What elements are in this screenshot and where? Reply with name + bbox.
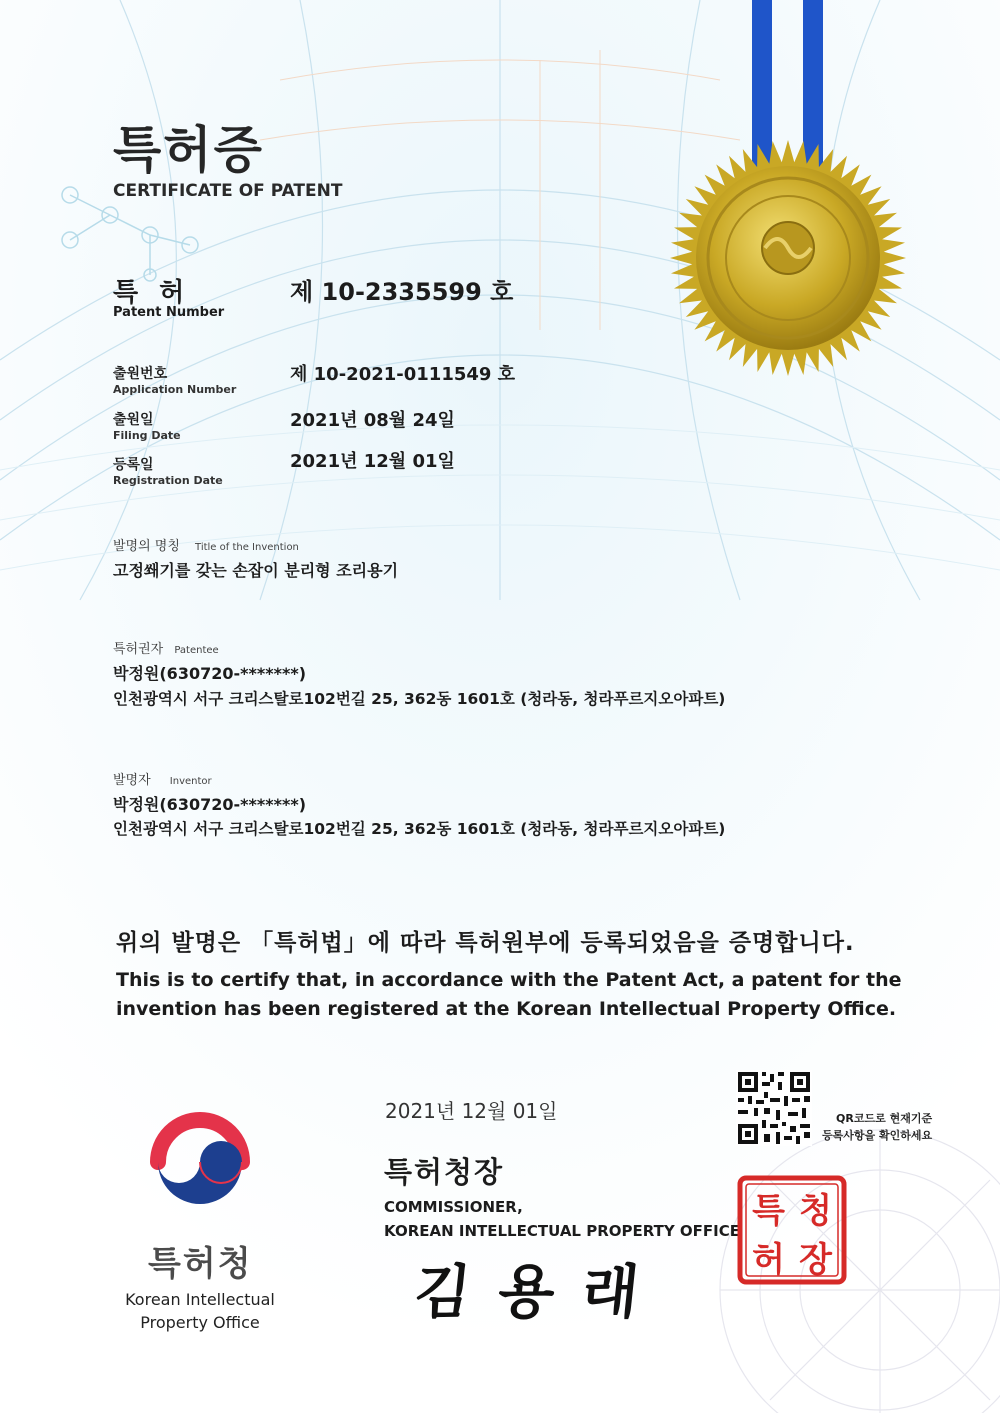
filing-date-label: 출원일 bbox=[113, 412, 154, 428]
inventor-label: 발명자 bbox=[113, 773, 151, 788]
issue-date: 2021년 12월 01일 bbox=[385, 1099, 558, 1123]
inventor-label-en: Inventor bbox=[169, 776, 212, 787]
qr-code-icon[interactable] bbox=[736, 1070, 812, 1146]
certification-statement: 위의 발명은 「특허법」에 따라 특허원부에 등록되었음을 증명합니다. bbox=[116, 930, 855, 956]
commissioner-title-en-line1: COMMISSIONER, bbox=[384, 1198, 523, 1216]
inventor-address: 인천광역시 서구 크리스탈로102번길 25, 362동 1601호 (청라동, 청라푸르지오아파트) bbox=[113, 820, 726, 838]
registration-date-value: 2021년 12월 01일 bbox=[290, 451, 455, 472]
patentee-labels bbox=[113, 638, 219, 657]
patentee-address: 인천광역시 서구 크리스탈로102번길 25, 362동 1601호 (청라동, 청라푸르지오아파트) bbox=[113, 690, 726, 708]
commissioner-title: 특허청장 bbox=[384, 1155, 505, 1189]
registration-date-label-en: Registration Date bbox=[113, 474, 223, 487]
application-number-label-en: Application Number bbox=[113, 383, 237, 396]
patentee-name: 박정원(630720-*******) bbox=[113, 664, 307, 683]
seal-char: 허 bbox=[752, 1240, 785, 1280]
patent-number-label: 특 허 bbox=[113, 278, 191, 308]
certificate-title-en: CERTIFICATE OF PATENT bbox=[113, 181, 343, 201]
seal-char: 장 bbox=[799, 1240, 832, 1280]
seal-chars bbox=[745, 1183, 839, 1280]
commissioner-title-en bbox=[384, 1195, 740, 1243]
seal-char: 청 bbox=[799, 1191, 832, 1231]
invention-title: 고정쐐기를 갖는 손잡이 분리형 조리용기 bbox=[113, 561, 399, 580]
commissioner-signature: 김용래 bbox=[410, 1258, 671, 1326]
taegeuk-logo-icon bbox=[140, 1100, 260, 1220]
kipo-name: 특허청 bbox=[148, 1244, 253, 1284]
patent-number-label-en: Patent Number bbox=[113, 305, 225, 320]
patent-number-value: 제 10-2335599 호 bbox=[290, 278, 514, 306]
invention-title-label-en: Title of the Invention bbox=[195, 542, 299, 553]
commissioner-title-en-line2: KOREAN INTELLECTUAL PROPERTY OFFICE bbox=[384, 1222, 741, 1240]
application-number-value: 제 10-2021-0111549 호 bbox=[290, 364, 516, 385]
invention-title-label: 발명의 명칭 bbox=[113, 539, 180, 554]
patentee-label-en: Patentee bbox=[174, 645, 219, 656]
qr-note-line1: QR코드로 현재기준 bbox=[836, 1112, 933, 1125]
patentee-label: 특허권자 bbox=[113, 642, 164, 657]
qr-note bbox=[822, 1110, 932, 1144]
qr-note-line2: 등록사항을 확인하세요 bbox=[822, 1129, 933, 1142]
invention-title-labels bbox=[113, 535, 299, 554]
inventor-labels bbox=[113, 769, 212, 788]
seal-char: 특 bbox=[752, 1191, 785, 1231]
certification-statement-en: This is to certify that, in accordance with the Patent Act, a patent for the invention has been registered at the Korean Intellectual Property Office. bbox=[116, 969, 902, 1020]
certificate-title: 특허증 bbox=[113, 121, 264, 179]
kipo-name-en: Korean Intellectual Property Office bbox=[125, 1290, 275, 1332]
filing-date-value: 2021년 08월 24일 bbox=[290, 410, 455, 431]
registration-date-label: 등록일 bbox=[113, 457, 154, 473]
application-number-label: 출원번호 bbox=[113, 366, 168, 382]
gold-seal-icon bbox=[668, 138, 908, 378]
filing-date-label-en: Filing Date bbox=[113, 429, 181, 442]
official-seal-stamp bbox=[737, 1175, 847, 1285]
inventor-name: 박정원(630720-*******) bbox=[113, 795, 307, 814]
